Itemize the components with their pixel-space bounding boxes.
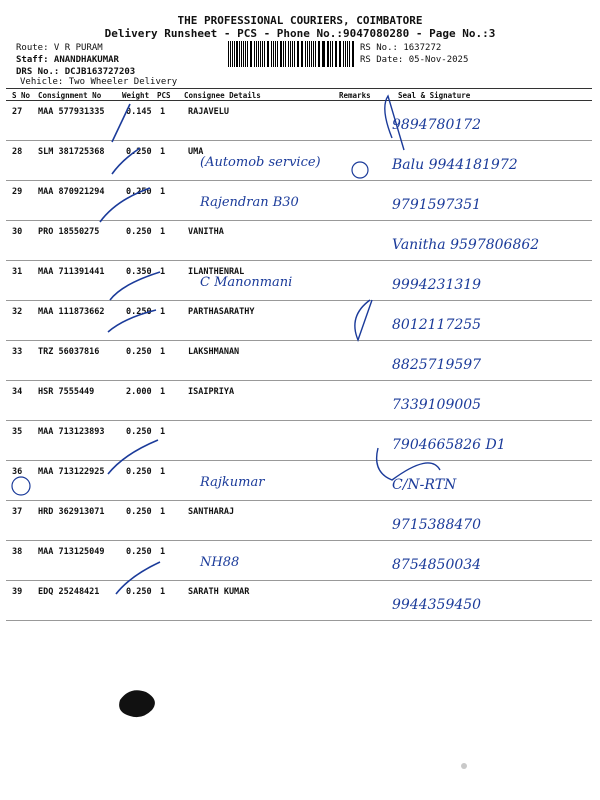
pcs-cell: 1: [160, 307, 166, 317]
sno-cell: 38: [12, 547, 23, 557]
barcode-bar: [267, 41, 268, 67]
weight-cell: 0.250: [126, 507, 152, 517]
consignment-cell: MAA 713122925: [38, 467, 105, 477]
weight-cell: 0.250: [126, 347, 152, 357]
handwritten-note: Rajendran B30: [200, 195, 299, 210]
barcode-bar: [330, 41, 331, 67]
barcode-bar: [285, 41, 286, 67]
barcode-bar: [288, 41, 289, 67]
sno-cell: 28: [12, 147, 23, 157]
sno-cell: 33: [12, 347, 23, 357]
barcode-bar: [258, 41, 259, 67]
barcode-bar: [271, 41, 272, 67]
sno-cell: 36: [12, 467, 23, 477]
barcode-bar: [298, 41, 299, 67]
barcode-bar: [336, 41, 337, 67]
col-sno: S No: [12, 91, 31, 100]
barcode-bar: [228, 41, 229, 67]
col-weight: Weight: [122, 91, 150, 100]
table-row: [0, 221, 600, 261]
col-consignee: Consignee Details: [184, 91, 261, 100]
consignment-cell: MAA 713123893: [38, 427, 105, 437]
barcode-bar: [234, 41, 235, 67]
rs-number: RS No.: 1637272: [360, 43, 442, 53]
barcode-bar: [347, 41, 348, 67]
barcode-bar: [245, 41, 246, 67]
barcode-bar: [322, 41, 323, 67]
weight-cell: 0.250: [126, 467, 152, 477]
handwritten-signature: 9994231319: [392, 277, 482, 293]
table-row: [0, 261, 600, 301]
weight-cell: 0.250: [126, 307, 152, 317]
table-row: [0, 541, 600, 581]
consignment-cell: MAA 711391441: [38, 267, 105, 277]
handwritten-signature: 9715388470: [392, 517, 482, 533]
row-separator: [6, 620, 592, 621]
consignee-cell: VANITHA: [188, 227, 224, 237]
barcode-bar: [247, 41, 248, 67]
handwritten-signature: 8754850034: [392, 557, 482, 573]
barcode-bar: [315, 41, 316, 67]
consignment-cell: HSR 7555449: [38, 387, 95, 397]
handwritten-signature: 9894780172: [392, 117, 482, 133]
consignment-cell: MAA 870921294: [38, 187, 105, 197]
weight-cell: 0.250: [126, 547, 152, 557]
consignment-cell: HRD 362913071: [38, 507, 105, 517]
sno-cell: 29: [12, 187, 23, 197]
col-remarks: Remarks: [339, 91, 371, 100]
pcs-cell: 1: [160, 587, 166, 597]
sno-cell: 39: [12, 587, 23, 597]
handwritten-signature: 7339109005: [392, 397, 482, 413]
rs-date: RS Date: 05-Nov-2025: [360, 55, 469, 65]
handwritten-signature: 8825719597: [392, 357, 482, 373]
vehicle-label: Vehicle: Two Wheeler Delivery: [20, 77, 178, 87]
pcs-cell: 1: [160, 507, 166, 517]
pcs-cell: 1: [160, 467, 166, 477]
consignee-cell: LAKSHMANAN: [188, 347, 240, 357]
weight-cell: 0.145: [126, 107, 152, 117]
sno-cell: 32: [12, 307, 23, 317]
barcode-bar: [323, 41, 324, 67]
handwritten-note: NH88: [200, 555, 240, 570]
table-row: [0, 301, 600, 341]
barcode-bar: [309, 41, 310, 67]
consignment-cell: EDQ 25248421: [38, 587, 100, 597]
pcs-cell: 1: [160, 147, 166, 157]
col-pcs: PCS: [157, 91, 171, 100]
handwritten-note: (Automob service): [200, 155, 321, 170]
col-consignment: Consignment No: [38, 91, 102, 100]
handwritten-signature: Balu 9944181972: [392, 157, 518, 173]
weight-cell: 0.350: [126, 267, 152, 277]
company-title: THE PROFESSIONAL COURIERS, COIMBATORE: [177, 14, 423, 27]
handwritten-signature: C/N-RTN: [392, 477, 457, 493]
sno-cell: 35: [12, 427, 23, 437]
consignment-cell: PRO 18550275: [38, 227, 100, 237]
weight-cell: 0.250: [126, 427, 152, 437]
consignee-cell: SARATH KUMAR: [188, 587, 250, 597]
pcs-cell: 1: [160, 387, 166, 397]
handwritten-signature: 7904665826 D1: [392, 437, 506, 453]
barcode-bar: [294, 41, 295, 67]
ink-blot: [119, 690, 155, 717]
consignment-cell: MAA 713125049: [38, 547, 105, 557]
barcode-bar: [340, 41, 341, 67]
barcode-bar: [236, 41, 237, 67]
consignee-cell: PARTHASARATHY: [188, 307, 255, 317]
pcs-cell: 1: [160, 347, 166, 357]
pcs-cell: 1: [160, 267, 166, 277]
weight-cell: 0.250: [126, 227, 152, 237]
consignee-cell: RAJAVELU: [188, 107, 229, 117]
table-row: [0, 501, 600, 541]
pcs-cell: 1: [160, 227, 166, 237]
barcode-bar: [264, 41, 265, 67]
pcs-cell: 1: [160, 187, 166, 197]
handwritten-signature: 9944359450: [392, 597, 482, 613]
consignee-cell: ISAIPRIYA: [188, 387, 235, 397]
weight-cell: 0.250: [126, 187, 152, 197]
handwritten-signature: 9791597351: [392, 197, 482, 213]
runsheet-title: Delivery Runsheet - PCS - Phone No.:9047080280 - Page No.:3: [104, 27, 496, 40]
consignment-cell: SLM 381725368: [38, 147, 105, 157]
weight-cell: 0.250: [126, 587, 152, 597]
table-row: [0, 101, 600, 141]
barcode-bar: [352, 41, 353, 67]
barcode-bar: [277, 41, 278, 67]
drs-label: DRS No.: DCJB163727203: [16, 67, 136, 77]
consignment-cell: MAA 111873662: [38, 307, 105, 317]
col-seal: Seal & Signature: [398, 91, 471, 100]
handwritten-note: C Manonmani: [200, 275, 293, 290]
table-row: [0, 581, 600, 621]
consignee-cell: SANTHARAJ: [188, 507, 235, 517]
sno-cell: 37: [12, 507, 23, 517]
table-row: [0, 461, 600, 501]
header-rule-top: [6, 88, 592, 89]
table-row: [0, 341, 600, 381]
sno-cell: 27: [12, 107, 23, 117]
sno-cell: 34: [12, 387, 23, 397]
weight-cell: 2.000: [126, 387, 152, 397]
barcode: [228, 41, 356, 67]
handwritten-signature: 8012117255: [392, 317, 482, 333]
route-label: Route: V R PURAM: [16, 43, 103, 53]
table-row: [0, 381, 600, 421]
table-row: [0, 421, 600, 461]
barcode-bar: [251, 41, 252, 67]
pcs-cell: 1: [160, 427, 166, 437]
table-row: [0, 141, 600, 181]
sno-cell: 31: [12, 267, 23, 277]
sno-cell: 30: [12, 227, 23, 237]
pcs-cell: 1: [160, 547, 166, 557]
handwritten-note: Rajkumar: [200, 475, 265, 490]
table-row: [0, 181, 600, 221]
consignee-cell: ILANTHENRAL: [188, 267, 245, 277]
consignee-cell: UMA: [188, 147, 204, 157]
barcode-bar: [305, 41, 306, 67]
weight-cell: 0.250: [126, 147, 152, 157]
consignment-cell: MAA 577931335: [38, 107, 105, 117]
smudge: [461, 763, 467, 769]
consignment-cell: TRZ 56037816: [38, 347, 100, 357]
pcs-cell: 1: [160, 107, 166, 117]
staff-label: Staff: ANANDHAKUMAR: [16, 55, 119, 65]
handwritten-signature: Vanitha 9597806862: [392, 237, 540, 253]
